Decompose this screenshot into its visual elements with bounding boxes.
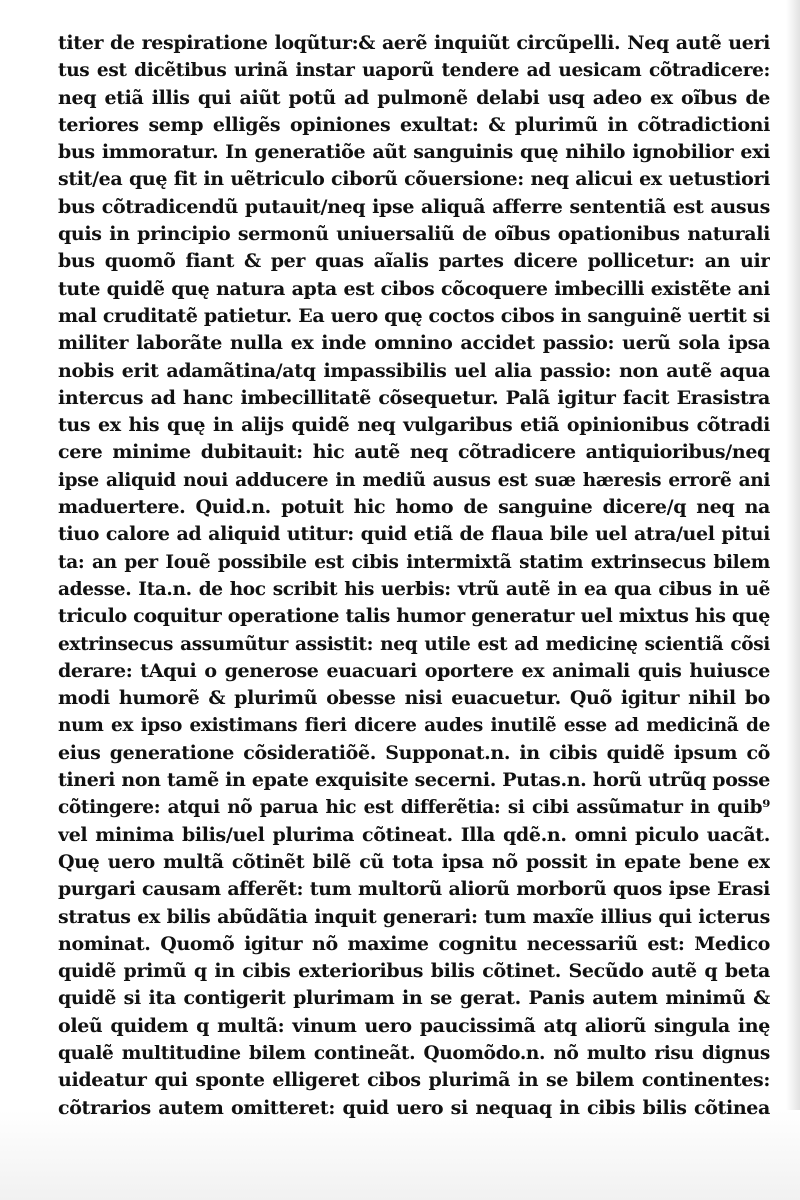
body-text	[58, 30, 770, 1122]
text-line: bus quomõ fiant & per quas aĩalis partes dicere pollicetur: an uir	[58, 250, 770, 273]
page-bottom-margin	[0, 1110, 800, 1200]
text-line: uideatur qui sponte elligeret cibos plurimã in se bilem continentes:	[58, 1069, 770, 1092]
text-line: titer de respiratione loqũtur:& aerẽ inquiũt circũpelli. Neq autẽ ueri	[58, 32, 770, 54]
text-line: nobis erit adamãtina/atq impassibilis uel alia passio: non autẽ aqua	[58, 359, 770, 382]
text-line: stit/ea quę fit in uẽtriculo ciborũ cõuersione: neq alicui ex uetustiori	[58, 168, 770, 191]
text-line: ipse aliquid noui adducere in mediũ ausus est suæ hæresis errorẽ ani	[58, 469, 770, 491]
text-line: cõtrarios autem omitteret: quid uero si nequaq in cibis bilis cõtinea	[58, 1096, 770, 1119]
text-line: Quę uero multã cõtinẽt bilẽ cũ tota ipsa nõ possit in epate bene ex	[58, 850, 770, 873]
text-line: adesse. Ita.n. de hoc scribit his uerbis: vtrũ autẽ in ea qua cibus in uẽ	[58, 578, 770, 600]
text-line: modi humorẽ & plurimũ obesse nisi euacuetur. Quõ igitur nihil bo	[58, 687, 770, 710]
text-line: neq etiã illis qui aiũt potũ ad pulmonẽ delabi usq adeo ex oĩbus de	[58, 86, 770, 109]
text-line: derare: tAqui o generose euacuari oportere ex animali quis huiusce	[58, 659, 770, 682]
text-line: extrinsecus assumũtur assistit: neq utile est ad medicinę scientiã cõsi	[58, 633, 770, 655]
text-line: bus immoratur. In generatiõe aũt sanguinis quę nihilo ignobilior exi	[58, 141, 770, 164]
text-line: tus ex his quę in alijs quidẽ neq vulgaribus etiã opinionibus cõtradi	[58, 414, 770, 437]
text-line: ta: an per Iouẽ possibile est cibis intermixtã statim extrinsecus bilem	[58, 551, 770, 573]
text-line: tus est dicẽtibus urinã instar uaporũ tendere ad uesicam cõtradicere:	[58, 60, 770, 82]
text-line: triculo coquitur operatione talis humor generatur uel mixtus his quę	[58, 605, 770, 628]
text-line: tineri non tamẽ in epate exquisite secerni. Putas.n. horũ utrũq posse	[58, 769, 770, 792]
text-line: quidẽ primũ q in cibis exterioribus bilis cõtinet. Secũdo autẽ q beta	[58, 960, 770, 983]
text-line: maduertere. Quid.n. potuit hic homo de sanguine dicere/q neq na	[58, 496, 770, 519]
text-line: quidẽ si ita contigerit plurimam in se gerat. Panis autem minimũ &	[58, 987, 770, 1010]
text-line: eius generatione cõsideratiõẽ. Supponat.n. in cibis quidẽ ipsum cõ	[58, 741, 770, 764]
text-line: oleũ quidem q multã: vinum uero paucissimã atq aliorũ singula inę	[58, 1014, 770, 1037]
text-line: intercus ad hanc imbecillitatẽ cõsequetur. Palã igitur facit Erasistra	[58, 386, 770, 409]
text-line: nominat. Quomõ igitur nõ maxime cognitu necessariũ est: Medico	[58, 932, 770, 955]
text-line: mal cruditatẽ patietur. Ea uero quę coctos cibos in sanguinẽ uertit si	[58, 304, 770, 327]
text-line: tute quidẽ quę natura apta est cibos cõcoquere imbecilli existẽte ani	[58, 277, 770, 300]
text-line: stratus ex bilis abũdãtia inquit generari: tum maxĩe illius qui icterus	[58, 905, 770, 928]
text-line: bus cõtradicendũ putauit/neq ipse aliquã afferre sententiã est ausus	[58, 195, 770, 218]
text-line: vel minima bilis/uel plurima cõtineat. Illa qdẽ.n. omni piculo uacãt.	[58, 823, 770, 846]
text-line: tiuo calore ad aliquid utitur: quid etiã de flaua bile uel atra/uel pitui	[58, 523, 770, 546]
text-line: qualẽ multitudine bilem contineãt. Quomõdo.n. nõ multo risu dignus	[58, 1042, 770, 1064]
text-line: purgari causam afferẽt: tum multorũ aliorũ morborũ quos ipse Erasi	[58, 878, 770, 901]
page-edge-shadow	[786, 0, 800, 1200]
text-line: quis in principio sermonũ uniuersaliũ de oĩbus opationibus naturali	[58, 223, 770, 246]
text-line: cere minime dubitauit: hic autẽ neq cõtradicere antiquioribus/neq	[58, 441, 770, 464]
text-line: militer laborãte nulla ex inde omnino accidet passio: uerũ sola ipsa	[58, 332, 770, 355]
text-line: cõtingere: atqui nõ parua hic est differẽtia: si cibi assũmatur in quib⁹	[58, 797, 770, 819]
text-line: num ex ipso existimans fieri dicere audes inutilẽ esse ad medicinã de	[58, 715, 770, 737]
text-line: teriores semp elligẽs opiniones exultat: & plurimũ in cõtradictioni	[58, 113, 770, 136]
